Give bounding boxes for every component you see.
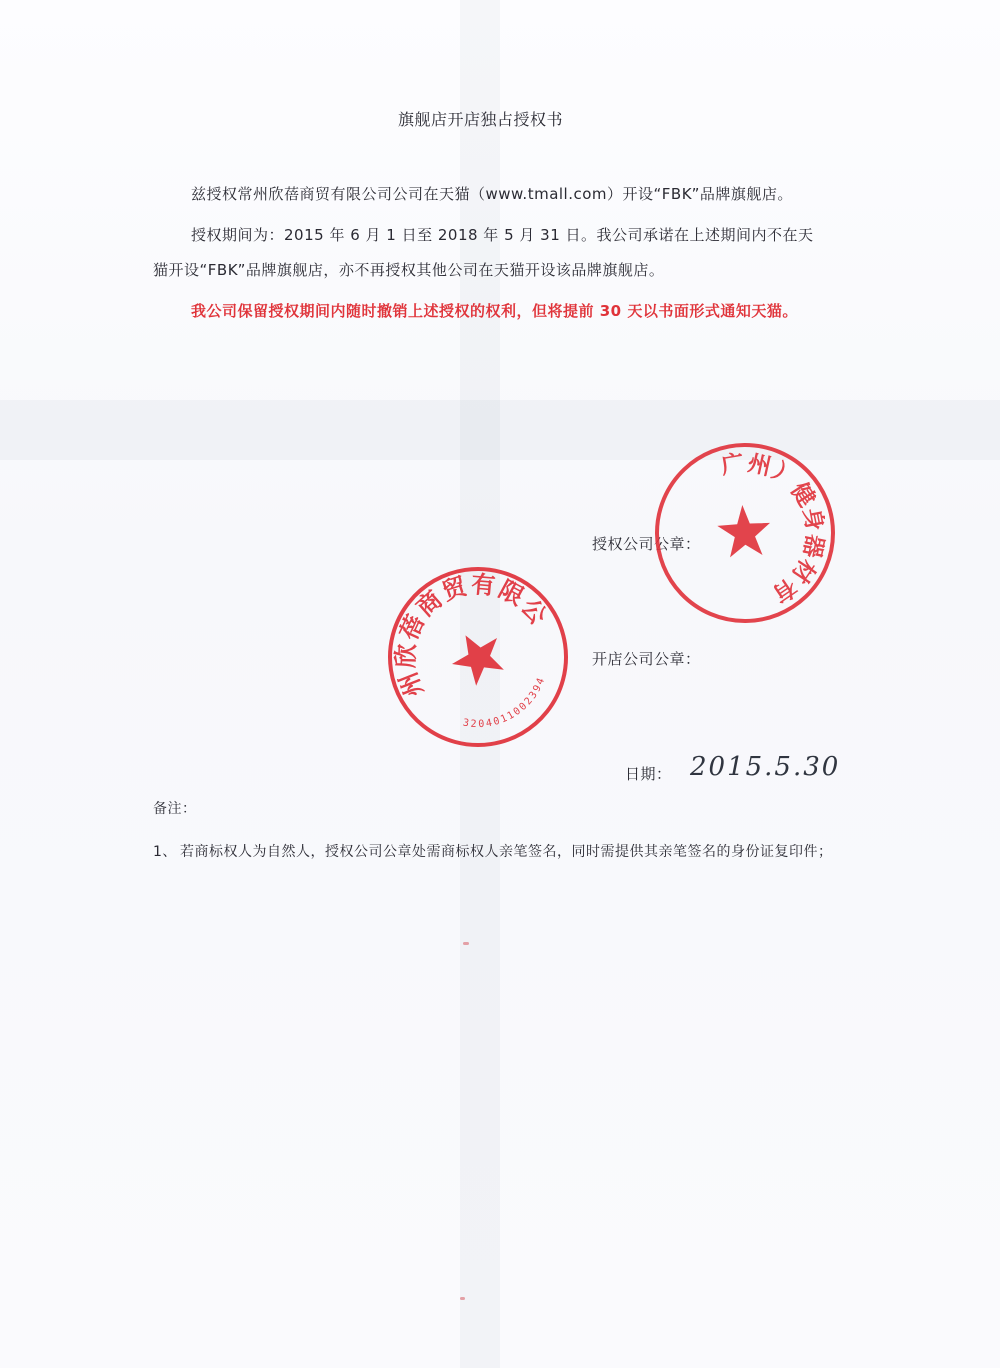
svg-text:益佳（广州）健身器材有限公司: 益佳（广州）健身器材有限公司 [719,450,828,608]
note-item-1 [153,841,833,861]
note-item-number: 1、 [153,844,177,860]
paragraph-authorization: 兹授权常州欣蓓商贸有限公司公司在天猫（www.tmall.com）开设“FBK”品牌旗舰店。 [191,185,793,203]
paper-fold-shading [0,400,1000,460]
authorizing-company-seal [650,438,840,628]
note-item-text: 若商标权人为自然人，授权公司公章处需商标权人亲笔签名，同时需提供其亲笔签名的身份证复印件； [180,844,833,860]
store-company-seal [383,562,573,752]
paragraph-revocation-notice: 我公司保留授权期间内随时撤销上述授权的权利，但将提前 30 天以书面形式通知天猫。 [191,302,798,320]
paragraph-period-line-2: 猫开设“FBK”品牌旗舰店，亦不再授权其他公司在天猫开设该品牌旗舰店。 [153,261,665,279]
date-label: 日期： [625,765,672,783]
notes-label: 备注： [153,801,197,817]
store-company-seal-label: 开店公司公章： [592,650,701,668]
handwritten-date: 2015.5.30 [690,752,841,782]
svg-text:3204011002394: 3204011002394 [462,674,548,731]
document-title: 旗舰店开店独占授权书 [398,110,564,129]
authorizing-company-seal-label: 授权公司公章： [592,535,701,553]
stray-ink-mark [463,942,469,945]
stray-ink-mark [460,1297,465,1300]
paragraph-period-line-1: 授权期间为：2015 年 6 月 1 日至 2018 年 5 月 31 日。我公司承诺在上述期间内不在天 [191,226,814,244]
svg-text:常州欣蓓商贸有限公司: 常州欣蓓商贸有限公司 [391,570,554,701]
